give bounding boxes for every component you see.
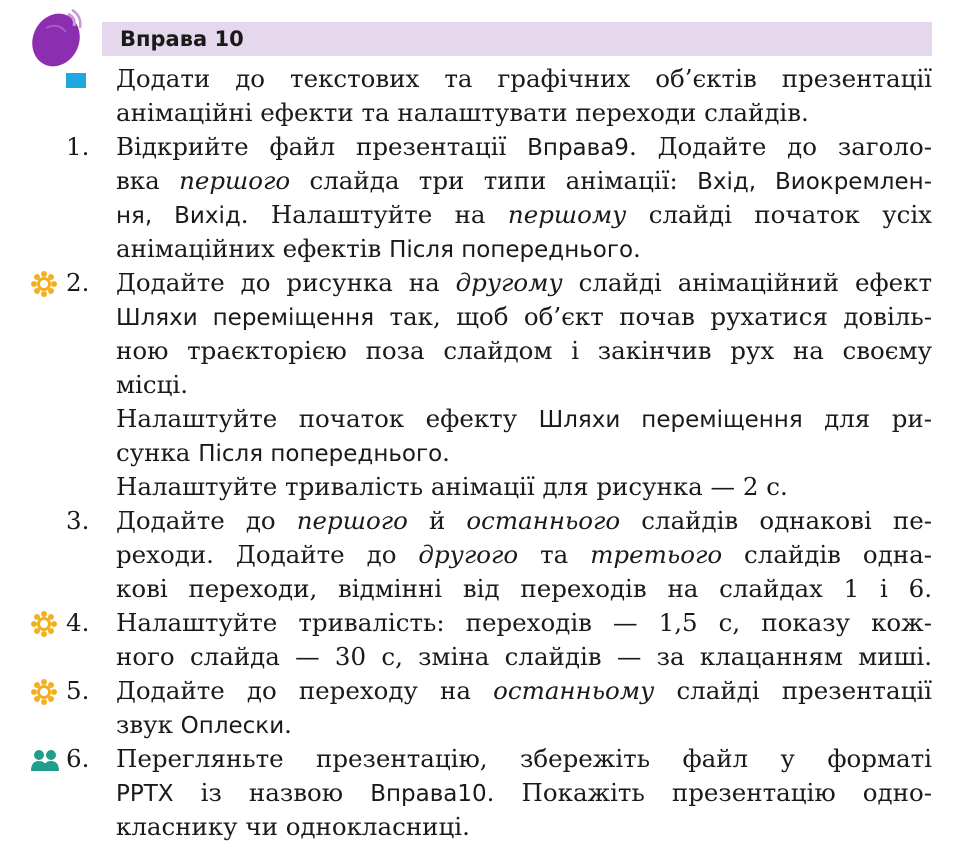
- item-line: вка першого слайда три типи анімації: Вхід, Виокремлен-: [116, 166, 932, 195]
- item-line: ною траєкторією поза слайдом і закінчив рух на своєму: [116, 336, 932, 365]
- item-number: 4.: [66, 608, 90, 637]
- task-marker-icon: [66, 73, 86, 88]
- list-item: [0, 130, 932, 266]
- item-number: 3.: [66, 506, 90, 535]
- list-item: [0, 504, 932, 606]
- item-line: Шляхи переміщення так, щоб об’єкт почав рухатися довіль-: [116, 302, 932, 331]
- item-number: 6.: [66, 744, 90, 773]
- item-number: 5.: [66, 676, 90, 705]
- item-line: звук Оплески.: [116, 710, 292, 739]
- item-number: 2.: [66, 268, 90, 297]
- item-line: Налаштуйте початок ефекту Шляхи переміщення для ри-: [116, 404, 932, 433]
- item-line: реходи. Додайте до другого та третього слайдів одна-: [116, 540, 932, 569]
- exercise-title: Вправа 10: [120, 27, 244, 51]
- item-line: Додайте до переходу на останньому слайді презентації: [116, 676, 932, 705]
- item-line: Перегляньте презентацію, збережіть файл у форматі: [116, 744, 932, 773]
- list-item: [0, 742, 932, 844]
- task-line: Додати до текстових та графічних об’єктів презентації: [116, 64, 932, 93]
- exercise-content: [0, 62, 957, 844]
- item-line: ного слайда — 30 с, зміна слайдів — за клацанням миші.: [116, 642, 932, 671]
- pair-work-icon: [30, 748, 60, 772]
- item-line: Налаштуйте тривалість анімації для рисунка — 2 с.: [116, 472, 788, 501]
- task-block: [0, 62, 932, 130]
- item-number: 1.: [66, 132, 90, 161]
- item-line: місці.: [116, 370, 188, 399]
- item-line: Додайте до рисунка на другому слайді анімаційний ефект: [116, 268, 932, 297]
- list-item: [0, 674, 932, 742]
- sun-icon: [31, 679, 57, 705]
- item-line: Налаштуйте тривалість: переходів — 1,5 с, показу кож-: [116, 608, 932, 637]
- sun-icon: [31, 271, 57, 297]
- item-line: анімаційних ефектів Після попереднього.: [116, 234, 641, 263]
- item-line: PPTX із назвою Вправа10. Покажіть презентацію одно-: [116, 778, 932, 807]
- list-item: [0, 606, 932, 674]
- item-line: сунка Після попереднього.: [116, 438, 450, 467]
- item-line: ня, Вихід. Налаштуйте на першому слайді початок усіх: [116, 200, 932, 229]
- list-item: [0, 266, 932, 504]
- sun-icon: [31, 611, 57, 637]
- exercise-header: [102, 22, 932, 56]
- item-line: Додайте до першого й останнього слайдів однакові пе-: [116, 506, 932, 535]
- task-line: анімаційні ефекти та налаштувати переходи слайдів.: [116, 98, 809, 127]
- item-line: Відкрийте файл презентації Вправа9. Додайте до заголо-: [116, 132, 932, 161]
- item-line: кові переходи, відмінні від переходів на слайдах 1 і 6.: [116, 574, 932, 603]
- exercise-logo-icon: [28, 8, 86, 70]
- item-line: класнику чи однокласниці.: [116, 812, 470, 841]
